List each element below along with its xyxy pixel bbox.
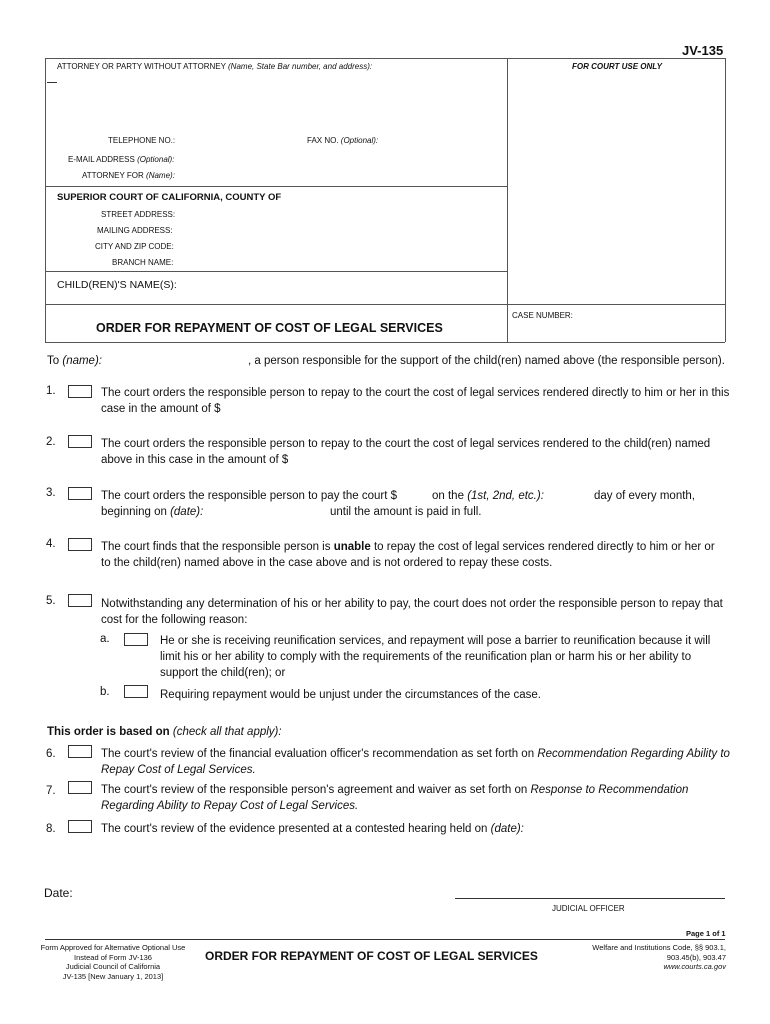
item-3-number: 3. — [46, 487, 56, 499]
caption-divider-2 — [45, 271, 507, 272]
branch-name-label: BRANCH NAME: — [112, 258, 174, 267]
item-5a-label: a. — [100, 633, 110, 645]
form-title: ORDER FOR REPAYMENT OF COST OF LEGAL SERVICES — [96, 321, 443, 335]
fax-label: FAX NO. (Optional): — [307, 136, 379, 145]
item-5a-checkbox[interactable] — [124, 633, 148, 646]
date-label: Date: — [44, 886, 73, 900]
item-6-checkbox[interactable] — [68, 745, 92, 758]
court-name-label: SUPERIOR COURT OF CALIFORNIA, COUNTY OF — [57, 192, 282, 203]
item-3-until-text: until the amount is paid in full. — [330, 506, 482, 518]
item-5-checkbox[interactable] — [68, 594, 92, 607]
item-2-text: The court orders the responsible person to repay to the court the cost of legal services rendered to the child(ren) named above in this case in the amount of $ — [101, 438, 711, 466]
caption-top-border — [45, 58, 725, 59]
case-number-label: CASE NUMBER: — [512, 311, 573, 320]
judicial-officer-label: JUDICIAL OFFICER — [552, 904, 625, 913]
caption-bottom-border — [45, 342, 725, 343]
attorney-for-label: ATTORNEY FOR (Name): — [82, 171, 175, 180]
footer-left: Form Approved for Alternative Optional Use Instead of Form JV-136 Judicial Council of California JV-135 [New January 1, 2013] — [40, 943, 186, 981]
caption-right-border — [725, 58, 726, 342]
item-3-day-text: day of every month, — [594, 490, 695, 502]
intro-to: To (name): — [47, 355, 102, 367]
item-5b-text: Requiring repayment would be unjust under the circumstances of the case. — [160, 689, 541, 701]
attorney-label: ATTORNEY OR PARTY WITHOUT ATTORNEY (Name, State Bar number, and address): — [57, 62, 373, 71]
item-6-number: 6. — [46, 748, 56, 760]
telephone-label: TELEPHONE NO.: — [108, 136, 176, 145]
item-3-ordinal: on the (1st, 2nd, etc.): — [432, 490, 544, 502]
footer-title: ORDER FOR REPAYMENT OF COST OF LEGAL SERVICES — [205, 949, 538, 963]
item-1-text: The court orders the responsible person to repay to the court the cost of legal services rendered directly to him or her in this case in the amount of $ — [101, 387, 730, 415]
city-zip-label: CITY AND ZIP CODE: — [95, 242, 174, 251]
caption-left-border — [45, 58, 46, 342]
street-address-label: STREET ADDRESS: — [101, 210, 176, 219]
item-1-number: 1. — [46, 385, 56, 397]
children-names-label: CHILD(REN)'S NAME(S): — [57, 279, 177, 291]
basis-label: This order is based on (check all that apply): — [47, 726, 282, 738]
item-7-number: 7. — [46, 785, 56, 797]
caption-column-divider — [507, 58, 508, 342]
caption-divider-1 — [45, 186, 507, 187]
signature-line[interactable] — [455, 898, 725, 899]
item-1-checkbox[interactable] — [68, 385, 92, 398]
item-4-text: The court finds that the responsible person is unable to repay the cost of legal services rendered directly to him or her or to the child(ren) named above in the case above and is not ordered to repay these costs. — [101, 541, 715, 569]
item-2-checkbox[interactable] — [68, 435, 92, 448]
item-7-checkbox[interactable] — [68, 781, 92, 794]
item-7-text: The court's review of the responsible person's agreement and waiver as set forth on Response to Recommendation Regarding Ability to Repay Cost of Legal Services. — [101, 784, 689, 812]
item-5b-label: b. — [100, 686, 110, 698]
page-number: Page 1 of 1 — [686, 929, 726, 938]
item-3-date-label: beginning on (date): — [101, 506, 204, 518]
item-5-number: 5. — [46, 595, 56, 607]
mailing-address-label: MAILING ADDRESS: — [97, 226, 173, 235]
item-5a-text: He or she is receiving reunification services, and repayment will pose a barrier to reunification because it will limit his or her ability to comply with the requirements of the reunification plan or harm his or her ability to support the child(ren); or — [160, 635, 711, 679]
item-4-checkbox[interactable] — [68, 538, 92, 551]
item-8-number: 8. — [46, 823, 56, 835]
email-label: E-MAIL ADDRESS (Optional): — [68, 155, 175, 164]
item-5b-checkbox[interactable] — [124, 685, 148, 698]
footer-right: Welfare and Institutions Code, §§ 903.1, 903.45(b), 903.47 www.courts.ca.gov — [592, 943, 726, 971]
item-8-checkbox[interactable] — [68, 820, 92, 833]
item-4-number: 4. — [46, 538, 56, 550]
item-5-text: Notwithstanding any determination of his or her ability to pay, the court does not order the responsible person to repay that cost for the following reason: — [101, 598, 723, 626]
item-2-number: 2. — [46, 436, 56, 448]
item-8-text: The court's review of the evidence presented at a contested hearing held on (date): — [101, 823, 524, 835]
intro-text: , a person responsible for the support of the child(ren) named above (the responsible person). — [248, 355, 725, 367]
form-number: JV-135 — [682, 43, 724, 58]
item-3-checkbox[interactable] — [68, 487, 92, 500]
item-6-text: The court's review of the financial evaluation officer's recommendation as set forth on Recommendation Regarding Ability to Repay Cost of Legal Services. — [101, 748, 730, 776]
court-use-label: FOR COURT USE ONLY — [572, 62, 662, 71]
caption-divider-3 — [45, 304, 725, 305]
item-3-amount-text: The court orders the responsible person to pay the court $ — [101, 490, 397, 502]
attorney-input-line[interactable] — [47, 82, 57, 83]
footer-rule — [45, 939, 725, 940]
